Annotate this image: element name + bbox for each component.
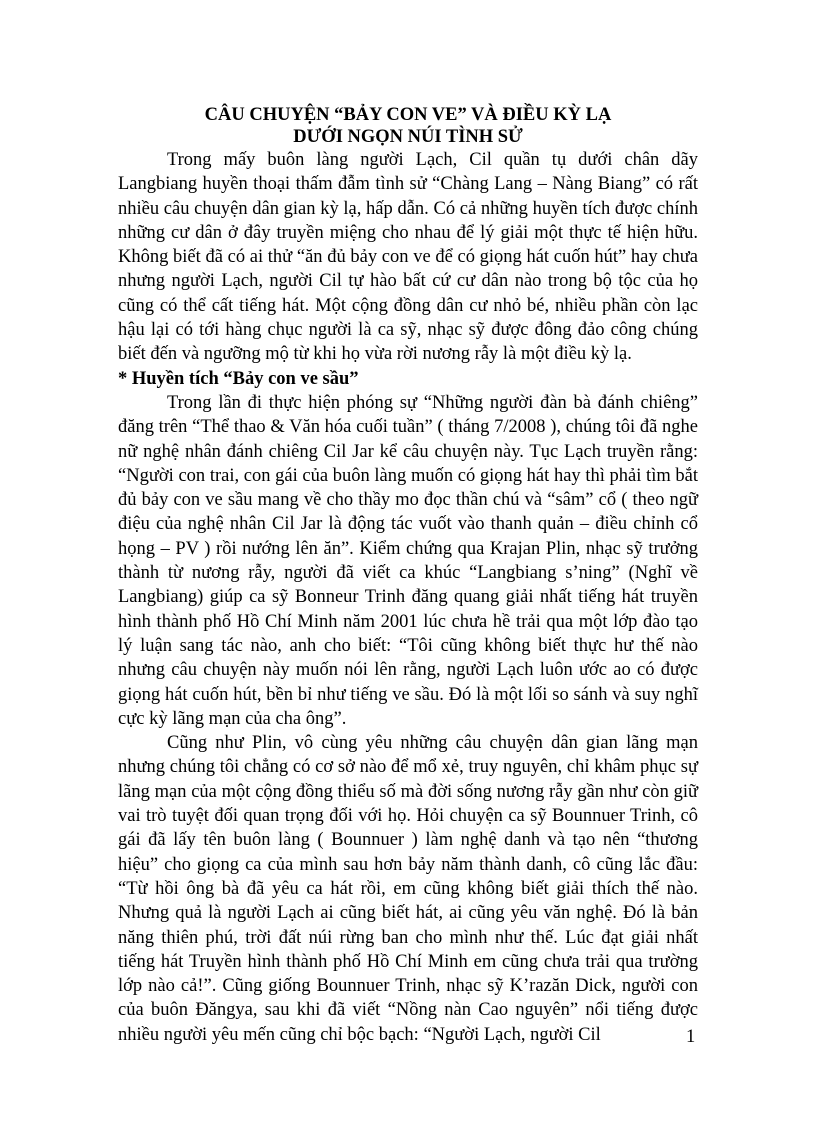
document-page [118, 104, 698, 1047]
body-paragraph-2: Cũng như Plin, vô cùng yêu những câu chuyện dân gian lãng mạn nhưng chúng tôi chẳng có cơ sở nào để mổ xẻ, truy nguyên, chỉ khâm phục sự lãng mạn của một cộng đồng thiểu số mà đời sống nương rẫy gần như còn giữ vai trò tuyệt đối quan trọng đối với họ. Hỏi chuyện ca sỹ Bounnuer Trinh, cô gái đã lấy tên buôn làng ( Bounnuer ) làm nghệ danh và tạo nên “thương hiệu” cho giọng ca của mình sau hơn bảy năm thành danh, cô cũng lắc đầu: “Từ hồi ông bà đã yêu ca hát rồi, em cũng không biết giải thích thế nào. Nhưng quả là người Lạch ai cũng biết hát, ai cũng yêu văn nghệ. Đó là bản năng thiên phú, trời đất núi rừng ban cho mình như thế. Lúc đạt giải nhất tiếng hát Truyền hình thành phố Hồ Chí Minh em cũng chưa trải qua trường lớp nào cả!”. Cũng giống Bounnuer Trinh, nhạc sỹ K’razăn Dick, người con của buôn Đăngya, sau khi đã viết “Nồng nàn Cao nguyên” nổi tiếng được nhiều người yêu mến cũng chỉ bộc bạch: “Người Lạch, người Cil [118, 733, 698, 1045]
section-heading: * Huyền tích “Bảy con ve sầu” [118, 368, 359, 389]
document-title-line-1: CÂU CHUYỆN “BẢY CON VE” VÀ ĐIỀU KỲ LẠ [204, 105, 612, 125]
document-title-line-2: DƯỚI NGỌN NÚI TÌNH SỬ [293, 127, 523, 147]
page-number: 1 [686, 1027, 696, 1047]
intro-paragraph: Trong mấy buôn làng người Lạch, Cil quần tụ dưới chân dãy Langbiang huyền thoại thấm đẫm tình sử “Chàng Lang – Nàng Biang” có rất nhiều câu chuyện dân gian kỳ lạ, hấp dẫn. Có cả những huyền tích được chính những cư dân ở đây truyền miệng cho nhau để lý giải một thực tế hiện hữu. Không biết đã có ai thử “ăn đủ bảy con ve để có giọng hát cuốn hút” hay chưa nhưng người Lạch, người Cil tự hào bất cứ cư dân nào trong bộ tộc của họ cũng có thể cất tiếng hát. Một cộng đồng dân cư nhỏ bé, nhiều phần còn lạc hậu lại có tới hàng chục người là ca sỹ, nhạc sỹ được đông đảo công chúng biết đến và ngưỡng mộ từ khi họ vừa rời nương rẫy là một điều kỳ lạ. [118, 150, 698, 365]
body-paragraph-1: Trong lần đi thực hiện phóng sự “Những người đàn bà đánh chiêng” đăng trên “Thể thao & Văn hóa cuối tuần” ( tháng 7/2008 ), chúng tôi đã nghe nữ nghệ nhân đánh chiêng Cil Jar kể câu chuyện này. Tục Lạch truyền rằng: “Người con trai, con gái của buôn làng muốn có giọng hát hay thì phải tìm bắt đủ bảy con ve sầu mang về cho thầy mo đọc thần chú và “sâm” cổ ( theo ngữ điệu của nghệ nhân Cil Jar là động tác vuốt vào thanh quản – điều chỉnh cổ họng – PV ) rồi nướng lên ăn”. Kiểm chứng qua Krajan Plin, nhạc sỹ trưởng thành từ nương rẫy, người đã viết ca khúc “Langbiang s’ning” (Nghĩ về Langbiang) giúp ca sỹ Bonneur Trinh đăng quang giải nhất tiếng hát truyền hình thành phố Hồ Chí Minh năm 2001 lúc chưa hề trải qua một lớp đào tạo lý luận sang tác nào, anh cho biết: “Tôi cũng không biết thực hư thế nào nhưng câu chuyện này muốn nói lên rằng, người Lạch luôn ước ao có được giọng hát cuốn hút, bền bỉ như tiếng ve sầu. Đó là một lối so sánh và suy nghĩ cực kỳ lãng mạn của cha ông”. [118, 392, 698, 729]
